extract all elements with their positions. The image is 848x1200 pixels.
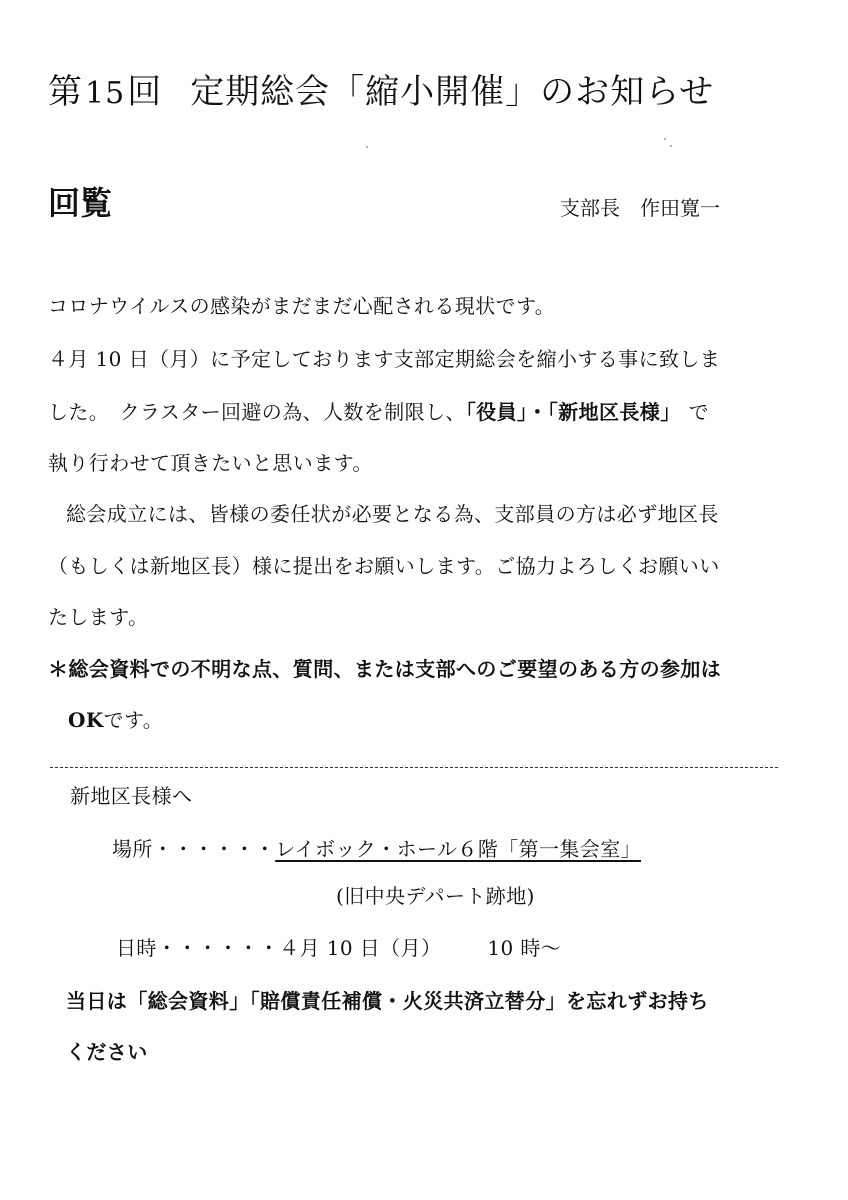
body-line-4: 執り行わせて頂きたいと思います。	[48, 451, 373, 475]
body-line-3-text: した。 クラスター回避の為、人数を制限し、	[48, 400, 466, 424]
body-line-5: 総会成立には、皆様の委任状が必要となる為、支部員の方は必ず地区長	[66, 502, 719, 526]
body-line-3-end: で	[688, 400, 710, 424]
place-row	[112, 833, 641, 862]
place-value: レイボック・ホール６階「第一集会室」	[275, 837, 642, 861]
page-title	[48, 64, 714, 113]
note-line-2	[68, 704, 163, 733]
circular-label: 回覧	[48, 184, 113, 222]
body-line-2: ４月 10 日（月）に予定しております支部定期総会を縮小する事に致しま	[48, 347, 721, 371]
date-label: 日時・・・・・・	[116, 936, 280, 960]
reminder-line-2: ください	[66, 1040, 148, 1064]
author-role: 支部長	[560, 196, 620, 220]
scan-speck	[670, 145, 672, 147]
author-name: 作田寛一	[640, 196, 720, 220]
body-line-3	[48, 396, 709, 425]
place-note: (旧中央デパート跡地)	[336, 884, 535, 908]
note-end: です。	[103, 708, 164, 732]
time-value: 10 時～	[487, 936, 562, 960]
note-ok: OK	[68, 708, 104, 732]
body-line-1: コロナウイルスの感染がまだまだ心配される現状です。	[48, 294, 556, 318]
body-line-6: （もしくは新地区長）様に提出をお願いします。ご協力よろしくお願いい	[48, 554, 720, 578]
title-number: 15	[85, 76, 126, 111]
body-line-7: たします。	[48, 605, 149, 629]
scan-speck	[664, 138, 666, 140]
body-line-3-emphasis: 「役員」・「新地区長様」	[465, 400, 681, 424]
date-value: ４月 10 日（月）	[279, 936, 442, 960]
reminder-line-1: 当日は「総会資料」「賠償責任補償・火災共済立替分」を忘れずお持ち	[66, 989, 709, 1013]
scan-speck	[366, 146, 368, 148]
section-heading: 新地区長様へ	[70, 784, 193, 808]
title-main: 定期総会「縮小開催」のお知らせ	[190, 72, 715, 112]
title-prefix: 第	[48, 72, 83, 112]
dashed-divider	[50, 767, 778, 768]
note-line-1: ＊総会資料での不明な点、質問、または支部へのご要望のある方の参加は	[48, 657, 722, 681]
author	[560, 192, 720, 221]
place-label: 場所・・・・・・	[112, 837, 276, 861]
date-row	[116, 932, 561, 961]
title-count: 回	[127, 72, 163, 112]
